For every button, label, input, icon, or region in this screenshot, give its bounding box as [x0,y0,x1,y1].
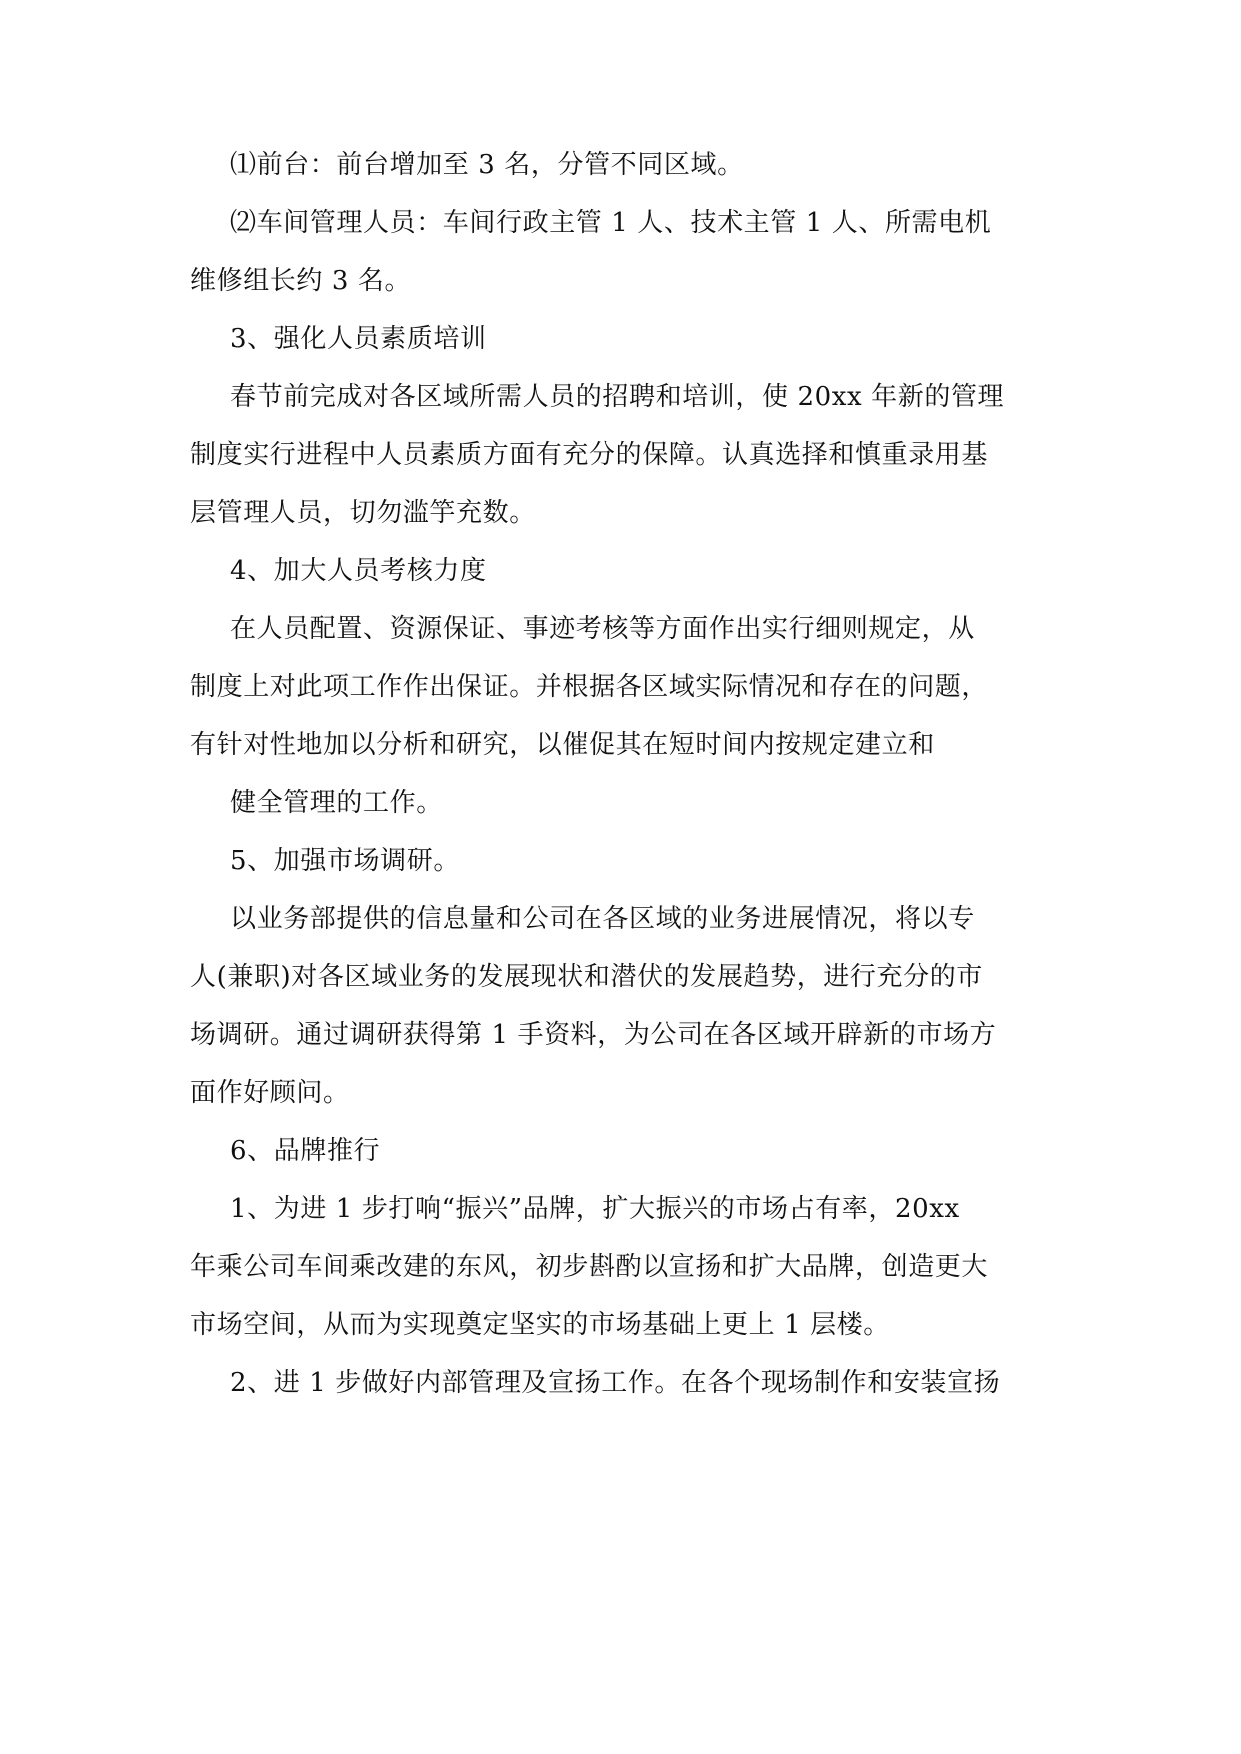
paragraph-line: 场调研。通过调研获得第 1 手资料，为公司在各区域开辟新的市场方 [190,1020,997,1050]
paragraph-line: 春节前完成对各区域所需人员的招聘和培训，使 20xx 年新的管理 [230,382,1005,412]
section-heading-6: 6、品牌推行 [230,1136,381,1166]
paragraph-line: 维修组长约 3 名。 [190,266,412,296]
list-item-brand-2: 2、进 1 步做好内部管理及宣扬工作。在各个现场制作和安装宣扬 [230,1368,1001,1398]
paragraph-line: 制度上对此项工作作出保证。并根据各区域实际情况和存在的问题， [190,672,989,702]
list-item-brand-1: 1、为进 1 步打响“振兴”品牌，扩大振兴的市场占有率，20xx [230,1194,960,1224]
paragraph-line: 以业务部提供的信息量和公司在各区域的业务进展情况，将以专 [230,904,975,934]
paragraph-line: 在人员配置、资源保证、事迹考核等方面作出实行细则规定，从 [230,614,975,644]
paragraph-line: 人(兼职)对各区域业务的发展现状和潜伏的发展趋势，进行充分的市 [190,962,983,992]
paragraph-line: 市场空间，从而为实现奠定坚实的市场基础上更上 1 层楼。 [190,1310,890,1340]
paragraph-line: 健全管理的工作。 [230,788,443,818]
paragraph-line: 制度实行进程中人员素质方面有充分的保障。认真选择和慎重录用基 [190,440,989,470]
list-item-workshop-staff: ⑵车间管理人员：车间行政主管 1 人、技术主管 1 人、所需电机 [230,208,992,238]
paragraph-line: 年乘公司车间乘改建的东风，初步斟酌以宣扬和扩大品牌，创造更大 [190,1252,989,1282]
section-heading-4: 4、加大人员考核力度 [230,556,487,586]
paragraph-line: 有针对性地加以分析和研究，以催促其在短时间内按规定建立和 [190,730,935,760]
paragraph-line: 层管理人员，切勿滥竽充数。 [190,498,536,528]
section-heading-3: 3、强化人员素质培训 [230,324,487,354]
section-heading-5: 5、加强市场调研。 [230,846,460,876]
paragraph-line: 面作好顾问。 [190,1078,350,1108]
list-item-front-desk: ⑴前台：前台增加至 3 名，分管不同区域。 [230,150,744,180]
